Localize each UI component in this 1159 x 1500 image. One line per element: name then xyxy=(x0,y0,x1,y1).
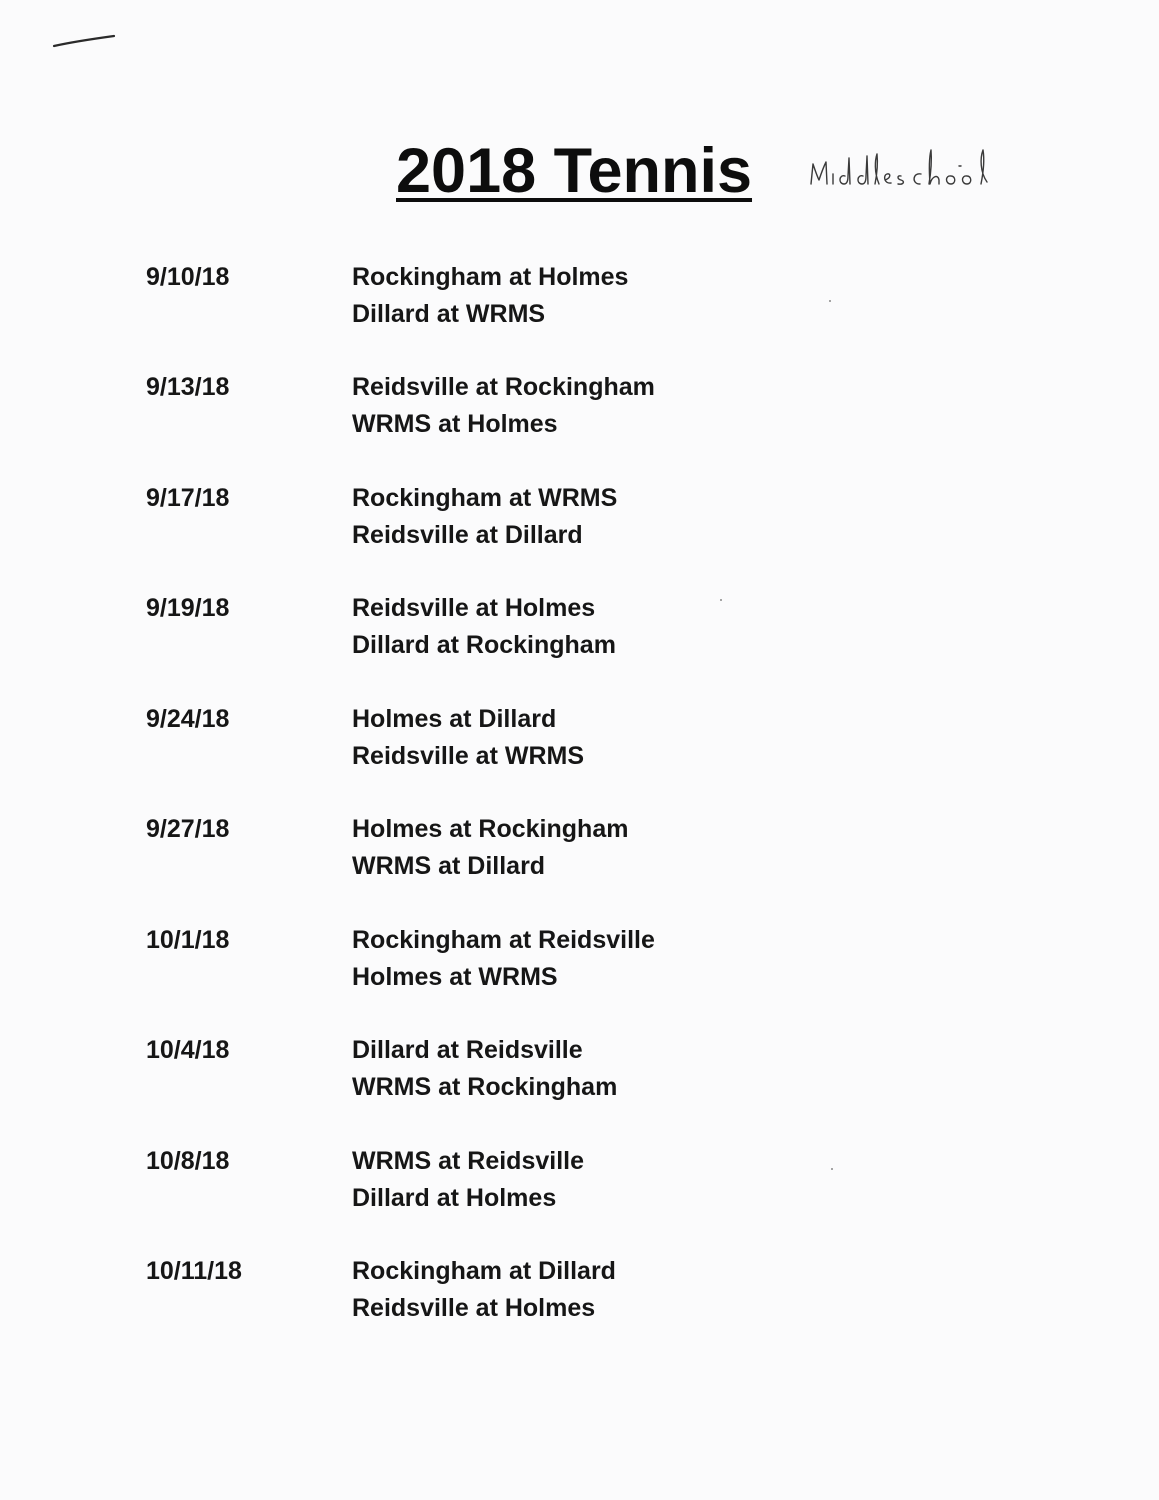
schedule-row xyxy=(0,1146,1159,1226)
match-game: Rockingham at Dillard xyxy=(352,1257,616,1285)
match-game: Reidsville at Holmes xyxy=(352,1294,596,1322)
match-game: Dillard at WRMS xyxy=(352,300,546,328)
match-game: Holmes at WRMS xyxy=(352,963,558,991)
match-game: WRMS at Reidsville xyxy=(352,1147,584,1175)
match-date: 10/1/18 xyxy=(146,926,230,954)
match-game: Rockingham at Reidsville xyxy=(352,926,655,954)
schedule-row xyxy=(0,814,1159,894)
schedule-row xyxy=(0,704,1159,784)
schedule-row xyxy=(0,1256,1159,1336)
schedule-row xyxy=(0,925,1159,1005)
match-date: 10/11/18 xyxy=(146,1257,242,1285)
match-date: 9/17/18 xyxy=(146,484,230,512)
schedule-row xyxy=(0,593,1159,673)
match-game: Dillard at Rockingham xyxy=(352,631,616,659)
match-game: Holmes at Dillard xyxy=(352,705,557,733)
scan-speck xyxy=(720,599,722,601)
match-game: Rockingham at Holmes xyxy=(352,263,629,291)
match-date: 9/24/18 xyxy=(146,705,230,733)
match-game: Reidsville at Dillard xyxy=(352,521,583,549)
match-game: Reidsville at Rockingham xyxy=(352,373,655,401)
match-game: WRMS at Holmes xyxy=(352,410,558,438)
schedule-row xyxy=(0,1035,1159,1115)
match-game: Dillard at Holmes xyxy=(352,1184,557,1212)
match-date: 10/4/18 xyxy=(146,1036,230,1064)
match-date: 10/8/18 xyxy=(146,1147,230,1175)
schedule-row xyxy=(0,372,1159,452)
scan-speck xyxy=(829,300,831,302)
schedule-row xyxy=(0,262,1159,342)
scan-speck xyxy=(831,1168,833,1170)
match-date: 9/10/18 xyxy=(146,263,230,291)
match-game: WRMS at Dillard xyxy=(352,852,546,880)
match-game: Rockingham at WRMS xyxy=(352,484,618,512)
page-title: 2018 Tennis xyxy=(396,136,753,206)
match-game: Reidsville at Holmes xyxy=(352,594,596,622)
match-date: 9/27/18 xyxy=(146,815,230,843)
match-game: Reidsville at WRMS xyxy=(352,742,584,770)
match-game: WRMS at Rockingham xyxy=(352,1073,618,1101)
schedule-row xyxy=(0,483,1159,563)
match-game: Holmes at Rockingham xyxy=(352,815,629,843)
match-date: 9/19/18 xyxy=(146,594,230,622)
match-game: Dillard at Reidsville xyxy=(352,1036,583,1064)
match-date: 9/13/18 xyxy=(146,373,230,401)
